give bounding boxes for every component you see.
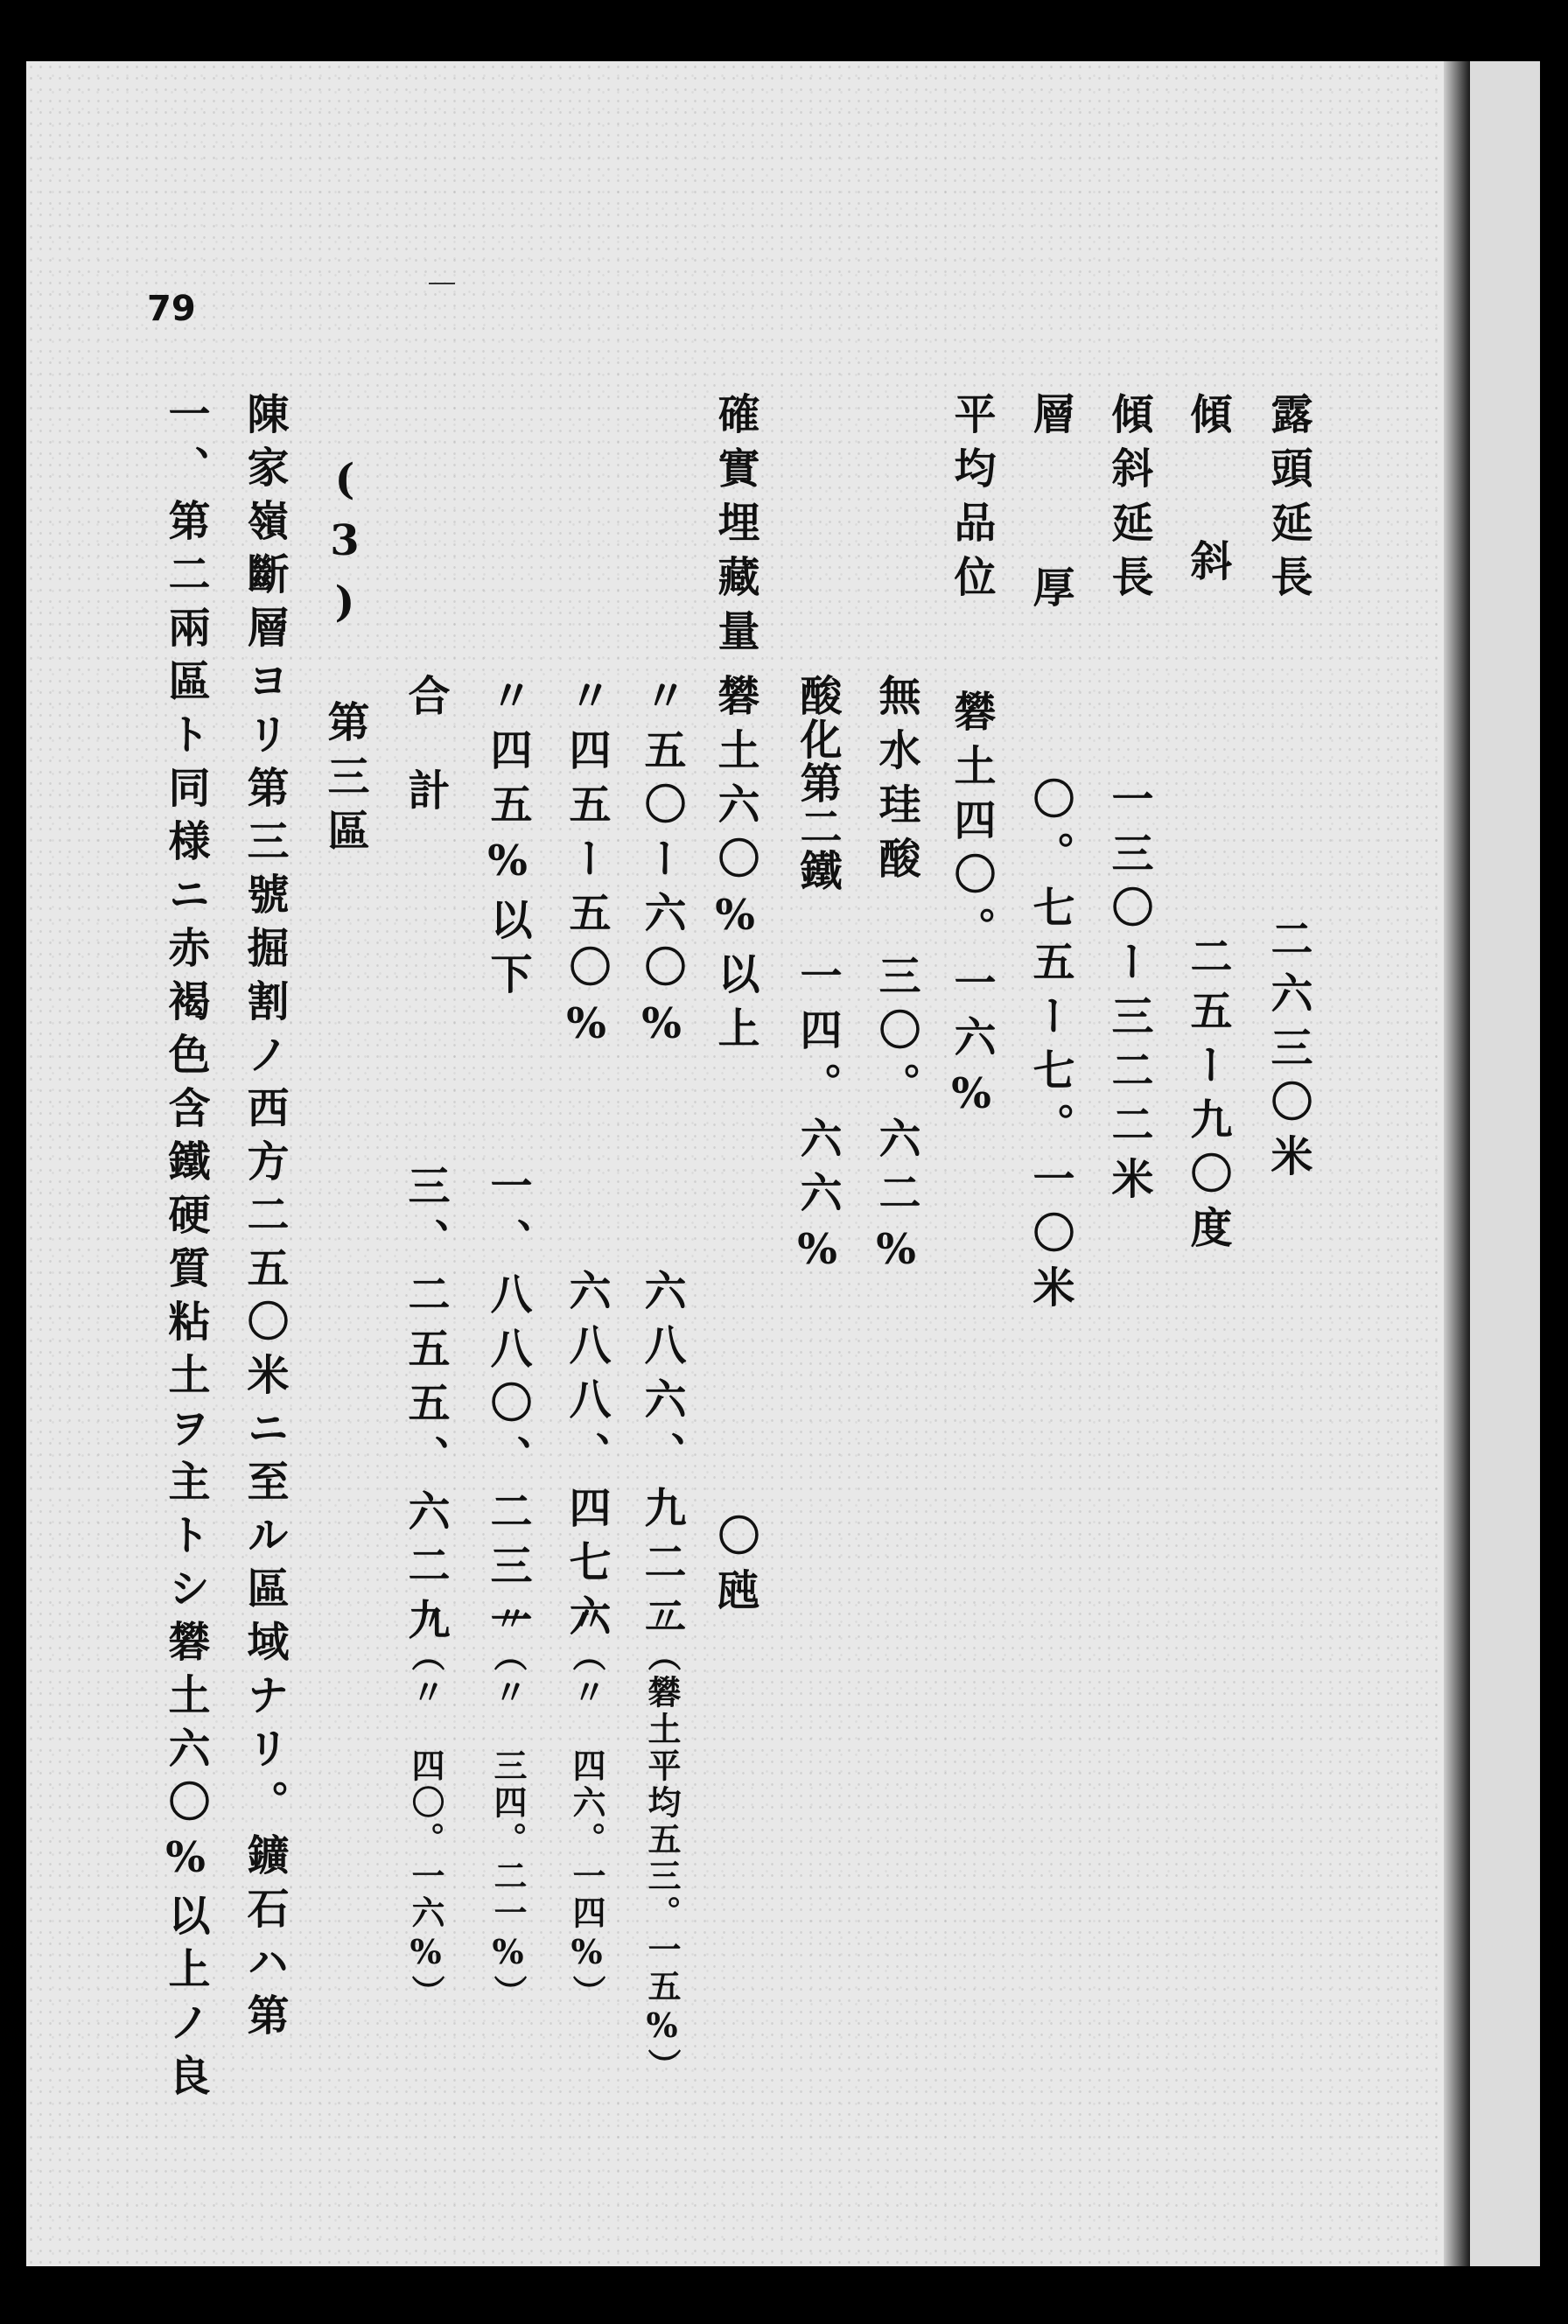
tonnage: 三、二五五、六二九	[401, 1164, 450, 1652]
row-label: 露頭延長	[1264, 392, 1312, 609]
row-value: 一三〇ー三二二米	[1104, 777, 1153, 1211]
row-average-grade	[947, 392, 996, 1130]
row-ferric-oxide	[793, 674, 842, 1286]
row-label: 酸化第二鐵	[793, 674, 842, 892]
row-value: 礬土四〇。一六%	[947, 690, 996, 1130]
reserves-total-row	[401, 674, 450, 2012]
tonnage: 六八六、九二二	[637, 1269, 686, 1648]
reserves-row	[637, 674, 686, 2085]
tonnage: 〇	[710, 1514, 760, 1568]
grade-label: 〃四五%以下	[483, 674, 532, 1006]
reserves-label: 確實埋藏量	[710, 392, 760, 663]
body-text-line: 一、第二兩區ト同様ニ赤褐色含鐵硬質粘土ヲ主トシ礬土六〇%以上ノ良	[161, 392, 210, 2107]
row-label: 傾斜延長	[1104, 392, 1153, 609]
note: 〃（礬土平均五三。一五%）	[642, 1601, 682, 2085]
row-label: 傾斜	[1183, 392, 1232, 686]
unit: 瓲	[710, 1568, 760, 1622]
next-page-edge	[1470, 61, 1540, 2266]
row-value: 三〇。六二%	[872, 954, 920, 1286]
grade-label: 合計	[401, 674, 450, 863]
note: 〃（〃 三四。二一%）	[488, 1601, 528, 2012]
grade-label: 〃五〇ー六〇%	[637, 674, 686, 1060]
reserves-row	[562, 674, 611, 2012]
reserves-row	[483, 674, 532, 2012]
reserves-row	[710, 674, 760, 1622]
row-value: 〇。七五ー七。一〇米	[1026, 777, 1074, 1320]
page-spine-shadow	[1444, 61, 1470, 2266]
row-label: 層厚	[1026, 392, 1074, 738]
grade-label: 〃四五ー五〇%	[562, 674, 611, 1060]
grade-label: 礬土六〇%以上	[710, 674, 760, 1060]
row-silica	[872, 674, 920, 1286]
tonnage: 一、八八〇、二三一	[483, 1164, 532, 1652]
header-rule	[429, 283, 455, 284]
row-thickness	[1026, 392, 1074, 1320]
row-label: 無水珪酸	[872, 674, 920, 891]
row-value: 二五ー九〇度	[1183, 934, 1232, 1260]
page-number: 79	[147, 289, 196, 329]
section-heading: (3) 第三區	[320, 455, 369, 863]
row-value: 二六三〇米	[1264, 917, 1312, 1188]
tonnage: 六八八、四七六	[562, 1269, 611, 1648]
row-outcrop-length	[1264, 392, 1312, 1188]
note: 〃（〃 四〇。一六%）	[406, 1601, 445, 2012]
row-dip-length	[1104, 392, 1153, 1211]
row-label: 平均品位	[947, 392, 996, 609]
body-text-line: 陳家嶺斷層ヨリ第三號掘割ノ西方二五〇米ニ至ル區域ナリ。鑛石ハ第	[240, 392, 289, 2047]
row-dip	[1183, 392, 1232, 1260]
row-value: 一四。六六%	[793, 954, 842, 1286]
note: 〃（〃 四六。一四%）	[567, 1601, 606, 2012]
